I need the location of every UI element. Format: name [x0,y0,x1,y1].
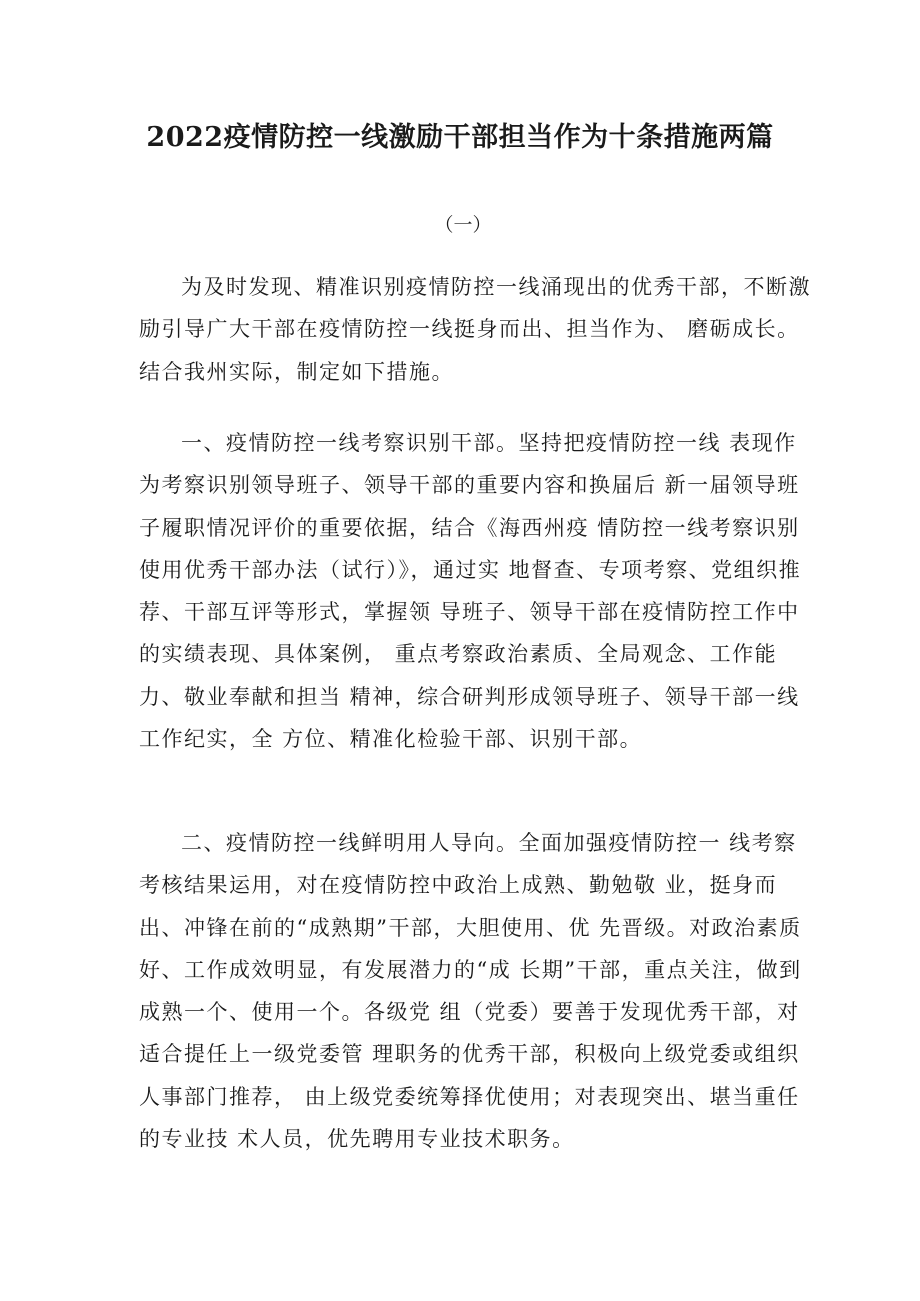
paragraph-intro: 为及时发现、精准识别疫情防控一线涌现出的优秀干部，不断激励引导广大干部在疫情防控一线挺身而出、担当作为、 磨砺成长。结合我州实际，制定如下措施。 [139,275,811,384]
paragraph-measure-1: 一、疫情防控一线考察识别干部。坚持把疫情防控一线 表现作为考察识别领导班子、领导干部的重要内容和换届后 新一届领导班子履职情况评价的重要依据，结合《海西州疫 情防控一线考察识别使用优秀干部办法（试行）》，通过实 地督查、专项考察、党组织推荐、干部互评等形式，掌握领 导班子、领导干部在疫情防控工作中的实绩表现、具体案例， 重点考察政治素质、全局观念、工作能力、敬业奉献和担当 精神，综合研判形成领导班子、领导干部一线工作纪实，全 方位、精准化检验干部、识别干部。 [139,431,802,752]
document-title: 2022疫情防控一线激励干部担当作为十条措施两篇 [146,122,774,153]
section-label: （一） [434,214,492,236]
paragraph-measure-2: 二、疫情防控一线鲜明用人导向。全面加强疫情防控一 线考察考核结果运用，对在疫情防控中政治上成熟、勤勉敬 业，挺身而出、冲锋在前的“成熟期”干部，大胆使用、优 先晋级。对政治素质好、工作成效明显，有发展潜力的“成 长期”干部，重点关注，做到成熟一个、使用一个。各级党 组（党委）要善于发现优秀干部，对适合提任上一级党委管 理职务的优秀干部，积极向上级党委或组织人事部门推荐， 由上级党委统筹择优使用；对表现突出、堪当重任的专业技 术人员，优先聘用专业技术职务。 [139,831,802,1152]
